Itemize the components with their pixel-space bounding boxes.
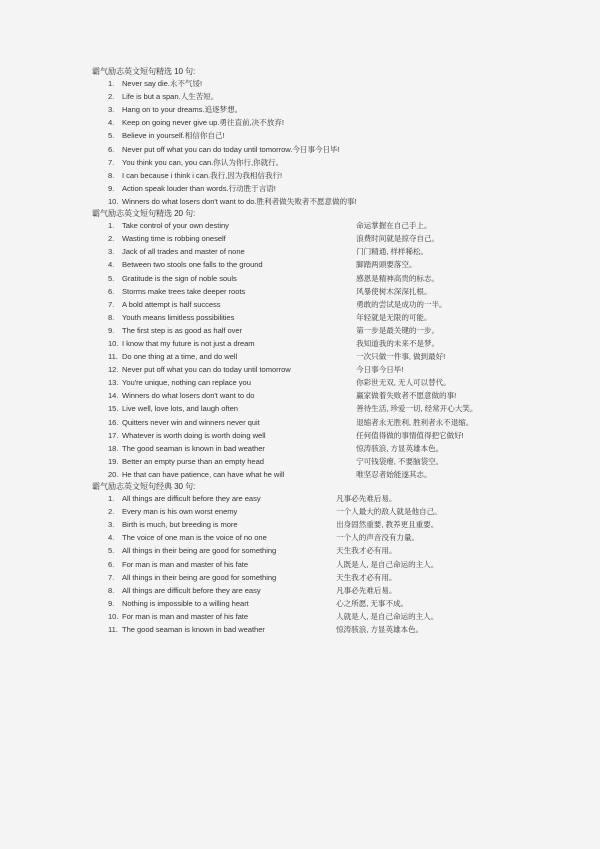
list-item-chinese: 勇敢的尝试是成功的一半。 <box>356 299 447 309</box>
list-item <box>92 544 540 557</box>
list-item <box>92 169 540 182</box>
list-item-english: For man is man and master of his fate <box>122 611 249 621</box>
list-item-english: All things in their being are good for something <box>122 546 277 556</box>
list-item-english: A bold attempt is half success <box>122 299 221 309</box>
list-item-number: 7. <box>108 572 115 582</box>
list-item-chinese: 追逐梦想。 <box>204 105 243 115</box>
list-item-number: 5. <box>108 546 115 556</box>
list-item-number: 10. <box>108 611 119 621</box>
list-item-number: 9. <box>108 325 115 335</box>
list-item <box>92 156 540 169</box>
list-item-chinese: 命运掌握在自己手上。 <box>356 221 432 231</box>
list-item-english: He that can have patience, can have what he will <box>122 469 285 479</box>
list-item-number: 1. <box>108 79 115 89</box>
list-item-english: All things are difficult before they are easy <box>122 494 261 504</box>
list-item-english: Youth means limitless possibilities <box>122 312 235 322</box>
list-item <box>92 219 540 232</box>
list-item-chinese: 天生我才必有用。 <box>336 572 397 582</box>
list-item-number: 6. <box>108 559 115 569</box>
list-item-chinese: 天生我才必有用。 <box>336 546 397 556</box>
list-item-english: Better an empty purse than an empty head <box>122 456 264 466</box>
list-item-english: Jack of all trades and master of none <box>122 247 245 257</box>
list-item-number: 10. <box>108 338 119 348</box>
list-item <box>92 584 540 597</box>
list-item-number: 10. <box>108 196 119 206</box>
list-item-number: 19. <box>108 456 119 466</box>
list-item-english: Between two stools one falls to the ground <box>122 260 263 270</box>
list-item-chinese: 今日事今日毕! <box>356 365 404 375</box>
list-item-number: 11. <box>108 625 118 635</box>
list-item <box>92 455 540 468</box>
list-item-chinese: 凡事必先难后易。 <box>336 585 397 595</box>
list-item-english: For man is man and master of his fate <box>122 559 249 569</box>
list-item-number: 14. <box>108 391 119 401</box>
list-item <box>92 245 540 258</box>
list-item-english: Keep on going never give up. <box>122 118 220 128</box>
list-item-number: 9. <box>108 183 115 193</box>
list-item-chinese: 胜利者做失败者不愿意做的事! <box>256 196 357 206</box>
list-item-chinese: 出身固然重要, 教养更且重要。 <box>336 520 439 530</box>
list-item-chinese: 一个人的声音没有力量。 <box>336 533 420 543</box>
list-item-number: 3. <box>108 520 115 530</box>
list-item <box>92 468 540 481</box>
list-item-english: Hang on to your dreams. <box>122 105 205 115</box>
list-item-number: 7. <box>108 157 115 167</box>
list-item-chinese: 一个人最大的敌人就是他自己。 <box>336 507 442 517</box>
list-item-english: You think you can, you can. <box>122 157 214 167</box>
list-item <box>92 350 540 363</box>
list-item <box>92 402 540 415</box>
list-item <box>92 518 540 531</box>
list-item <box>92 531 540 544</box>
list-item-chinese: 任何值得做的事情值得把它做好! <box>356 430 464 440</box>
list-item-chinese: 第一步是最关键的一步。 <box>356 325 440 335</box>
list-item-english: Whatever is worth doing is worth doing well <box>122 430 266 440</box>
list-item-number: 16. <box>108 417 119 427</box>
document-body <box>92 68 540 636</box>
list-item-english: Action speak louder than words. <box>122 183 229 193</box>
list-item-english: You're unique, nothing can replace you <box>122 378 251 388</box>
list-item-number: 1. <box>108 494 115 504</box>
list-item-chinese: 我行,因为我相信我行! <box>210 170 283 180</box>
list-item <box>92 90 540 103</box>
list-item-english: Take control of your own destiny <box>122 221 229 231</box>
list-item-english: Never put off what you can do today until tomorrow. <box>122 144 293 154</box>
list-item-english: The good seaman is known in bad weather <box>122 625 265 635</box>
list-item <box>92 416 540 429</box>
list-item <box>92 363 540 376</box>
list-item <box>92 311 540 324</box>
list-item <box>92 143 540 156</box>
list-item <box>92 610 540 623</box>
list-item-chinese: 人就是人, 是自己命运的主人。 <box>336 611 439 621</box>
list-item-english: Never say die. <box>122 79 170 89</box>
list-item-number: 7. <box>108 299 115 309</box>
list-item-chinese: 唯坚忍者始能遂其志。 <box>356 469 432 479</box>
list-item-chinese: 门门精通, 样样稀松。 <box>356 247 429 257</box>
list-item-english: Believe in yourself. <box>122 131 185 141</box>
list-item-english: Winners do what losers don't want to do <box>122 391 255 401</box>
list-item-english: Do one thing at a time, and do well <box>122 352 238 362</box>
list-item-chinese: 你认为你行,你就行。 <box>213 157 284 167</box>
list-item <box>92 77 540 90</box>
list-item-english: Nothing is impossible to a willing heart <box>122 598 249 608</box>
list-item-number: 18. <box>108 443 119 453</box>
list-item-chinese: 善待生活, 珍爱一切, 经常开心大笑。 <box>356 404 478 414</box>
list-item-chinese: 浪费时间就是掠夺自己。 <box>356 234 440 244</box>
list-item-chinese: 人生苦短。 <box>180 92 219 102</box>
list-item-number: 2. <box>108 234 115 244</box>
list-item <box>92 492 540 505</box>
list-item-english: The good seaman is known in bad weather <box>122 443 265 453</box>
list-item-chinese: 永不气馁! <box>169 79 203 89</box>
list-item-number: 2. <box>108 507 115 517</box>
list-item <box>92 623 540 636</box>
list-item-number: 8. <box>108 585 115 595</box>
list-item <box>92 429 540 442</box>
list-item-number: 2. <box>108 92 115 102</box>
list-item-english: Wasting time is robbing oneself <box>122 234 226 244</box>
list-item-number: 17. <box>108 430 119 440</box>
list-item <box>92 195 540 208</box>
list-item-number: 20. <box>108 469 119 479</box>
list-item <box>92 129 540 142</box>
list-item-chinese: 惊涛骇浪, 方显英雄本色。 <box>336 625 424 635</box>
list-item <box>92 597 540 610</box>
list-item <box>92 258 540 271</box>
list-item-number: 11. <box>108 352 118 362</box>
list-item <box>92 232 540 245</box>
list-item-chinese: 赢家做着失败者不愿意做的事! <box>356 391 457 401</box>
list-item-chinese: 风暴使树木深深扎根。 <box>356 286 432 296</box>
list-item-number: 1. <box>108 221 115 231</box>
list-item-number: 8. <box>108 312 115 322</box>
section-heading: 霸气励志英文短句经典 30 句: <box>92 482 196 491</box>
list-item-english: All things are difficult before they are easy <box>122 585 261 595</box>
list-item-chinese: 宁可钱袋瘪, 不要脑袋空。 <box>356 456 444 466</box>
list-item-number: 3. <box>108 105 115 115</box>
list-item-number: 9. <box>108 598 115 608</box>
list-item-chinese: 今日事今日毕! <box>292 144 340 154</box>
list-item-english: I know that my future is not just a dream <box>122 338 255 348</box>
list-item-chinese: 相信你自己! <box>184 131 225 141</box>
list-item-chinese: 年轻就是无限的可能。 <box>356 312 432 322</box>
list-item-english: Life is but a span. <box>122 92 181 102</box>
list-item-chinese: 脚踏两頭要落空。 <box>356 260 417 270</box>
list-item-chinese: 一次只做一件事, 做到最好! <box>356 352 446 362</box>
list-item-english: Gratitude is the sign of noble souls <box>122 273 237 283</box>
quote-list <box>92 77 540 208</box>
list-item <box>92 505 540 518</box>
list-item-chinese: 行动胜于言语! <box>228 183 276 193</box>
list-item-number: 4. <box>108 260 115 270</box>
list-item-english: Every man is his own worst enemy <box>122 507 238 517</box>
list-item-chinese: 惊涛骇浪, 方显英雄本色。 <box>356 443 444 453</box>
section-heading: 霸气励志英文短句精选 10 句: <box>92 67 196 76</box>
list-item-number: 6. <box>108 286 115 296</box>
list-item <box>92 571 540 584</box>
list-item-english: I can because i think i can. <box>122 170 211 180</box>
list-item-chinese: 心之所愿, 无事不成。 <box>336 598 409 608</box>
list-item-number: 4. <box>108 533 115 543</box>
list-item <box>92 272 540 285</box>
list-item <box>92 285 540 298</box>
list-item-english: All things in their being are good for something <box>122 572 277 582</box>
list-item-english: Never put off what you can do today until tomorrow <box>122 365 291 375</box>
list-item-number: 5. <box>108 131 115 141</box>
list-item <box>92 298 540 311</box>
list-item-number: 5. <box>108 273 115 283</box>
list-item-english: The first step is as good as half over <box>122 325 243 335</box>
list-item-chinese: 你彩世无双, 无人可以替代。 <box>356 378 451 388</box>
list-item-number: 3. <box>108 247 115 257</box>
list-item-number: 6. <box>108 144 115 154</box>
list-item <box>92 324 540 337</box>
list-item <box>92 389 540 402</box>
list-item-chinese: 勇往直前,决不放弃! <box>219 118 284 128</box>
quote-list <box>92 492 540 636</box>
list-item <box>92 558 540 571</box>
list-item <box>92 442 540 455</box>
list-item-english: Winners do what losers don't want to do. <box>122 196 257 206</box>
list-item-english: The voice of one man is the voice of no one <box>122 533 267 543</box>
quote-list <box>92 219 540 481</box>
list-item-number: 4. <box>108 118 115 128</box>
list-item-english: Storms make trees take deeper roots <box>122 286 246 296</box>
section-heading: 霸气励志英文短句精选 20 句: <box>92 209 196 219</box>
list-item <box>92 337 540 350</box>
list-item <box>92 103 540 116</box>
list-item-chinese: 我知道我的未来不是梦。 <box>356 338 440 348</box>
list-item <box>92 116 540 129</box>
list-item-english: Birth is much, but breeding is more <box>122 520 238 530</box>
list-item-number: 13. <box>108 378 119 388</box>
list-item-chinese: 凡事必先难后易。 <box>336 494 397 504</box>
list-item <box>92 376 540 389</box>
list-item-number: 15. <box>108 404 119 414</box>
list-item-chinese: 退缩者永无胜利, 胜利者永不退缩。 <box>356 417 474 427</box>
list-item-number: 8. <box>108 170 115 180</box>
list-item-english: Live well, love lots, and laugh often <box>122 404 238 414</box>
list-item-chinese: 人既是人, 是自己命运的主人。 <box>336 559 439 569</box>
list-item <box>92 182 540 195</box>
list-item-number: 12. <box>108 365 119 375</box>
list-item-english: Quitters never win and winners never quit <box>122 417 260 427</box>
list-item-chinese: 感恩是精神高贵的标志。 <box>356 273 440 283</box>
